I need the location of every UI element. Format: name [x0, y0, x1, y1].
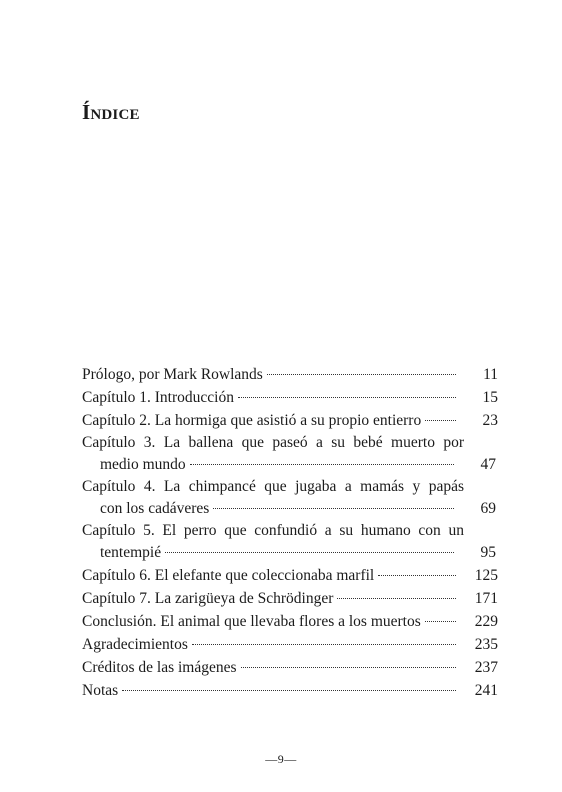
toc-entry-page: 229 [474, 613, 498, 630]
page-number: —9— [265, 752, 297, 766]
toc-entry-title-line-2: tentempié [100, 544, 162, 561]
dot-leader [267, 374, 456, 375]
toc-entry-page: 11 [483, 366, 498, 383]
toc-entry-title: Agradecimientos [82, 636, 188, 653]
toc-entry-page: 235 [474, 636, 498, 653]
toc-entry-chapter-1 [82, 386, 498, 409]
toc-entry-title: Prólogo, por Mark Rowlands [82, 366, 263, 383]
toc-entry-chapter-5 [82, 520, 498, 564]
dot-leader [238, 397, 456, 398]
toc-entry-title-line-1: Capítulo 3. La ballena que paseó a su bebé muerto por [82, 434, 464, 451]
toc-entry-chapter-2 [82, 409, 498, 432]
toc-entry-title-line-1: Capítulo 5. El perro que confundió a su humano con un [82, 522, 464, 539]
toc-entry-page: 15 [482, 389, 498, 406]
toc-entry-title: Capítulo 6. El elefante que coleccionaba marfil [82, 567, 375, 584]
toc-entry-chapter-4 [82, 476, 498, 520]
toc-entry-chapter-7 [82, 587, 498, 610]
toc-entry-body [82, 476, 498, 520]
page-title: Índice [82, 100, 140, 124]
dot-leader [122, 690, 456, 691]
toc-entry-notes [82, 679, 498, 702]
toc-entry-continuation [82, 542, 496, 564]
toc-entry-title-line-2: con los cadáveres [100, 500, 210, 517]
dot-leader [425, 420, 456, 421]
toc-entry-title-line-1: Capítulo 4. La chimpancé que jugaba a mamás y papás [82, 478, 464, 495]
dot-leader [378, 575, 456, 576]
toc-entry-title: Capítulo 7. La zarigüeya de Schrödinger [82, 590, 334, 607]
toc-entry-title: Notas [82, 682, 119, 699]
toc-entry-page: 69 [480, 500, 496, 517]
toc-entry-page: 23 [482, 412, 498, 429]
dot-leader [165, 552, 454, 553]
toc-entry-chapter-6 [82, 564, 498, 587]
toc-entry-title: Créditos de las imágenes [82, 659, 237, 676]
toc-entry-title: Capítulo 1. Introducción [82, 389, 234, 406]
toc-entry-title: Capítulo 2. La hormiga que asistió a su propio entierro [82, 412, 422, 429]
toc-entry-title: Conclusión. El animal que llevaba flores a los muertos [82, 613, 421, 630]
dot-leader [425, 621, 456, 622]
toc-entry-body [82, 432, 498, 476]
toc-entry-page: 125 [474, 567, 498, 584]
toc-entry-page: 237 [474, 659, 498, 676]
toc-entry-continuation [82, 454, 496, 476]
dot-leader [213, 508, 454, 509]
toc-entry-title-line-2: medio mundo [100, 456, 186, 473]
toc-entry-page: 171 [474, 590, 498, 607]
toc-entry-page: 47 [480, 456, 496, 473]
toc-entry-acknowledgements [82, 633, 498, 656]
dot-leader [337, 598, 456, 599]
toc-entry-continuation [82, 498, 496, 520]
toc-entry-page: 241 [474, 682, 498, 699]
dot-leader [241, 667, 456, 668]
toc-entry-image-credits [82, 656, 498, 679]
toc-entry-body [82, 520, 498, 564]
dot-leader [192, 644, 456, 645]
toc-entry-conclusion [82, 610, 498, 633]
toc-entry-chapter-3 [82, 432, 498, 476]
toc-entry-page: 95 [480, 544, 496, 561]
table-of-contents [82, 363, 498, 702]
dot-leader [190, 464, 454, 465]
toc-entry-prologue [82, 363, 498, 386]
